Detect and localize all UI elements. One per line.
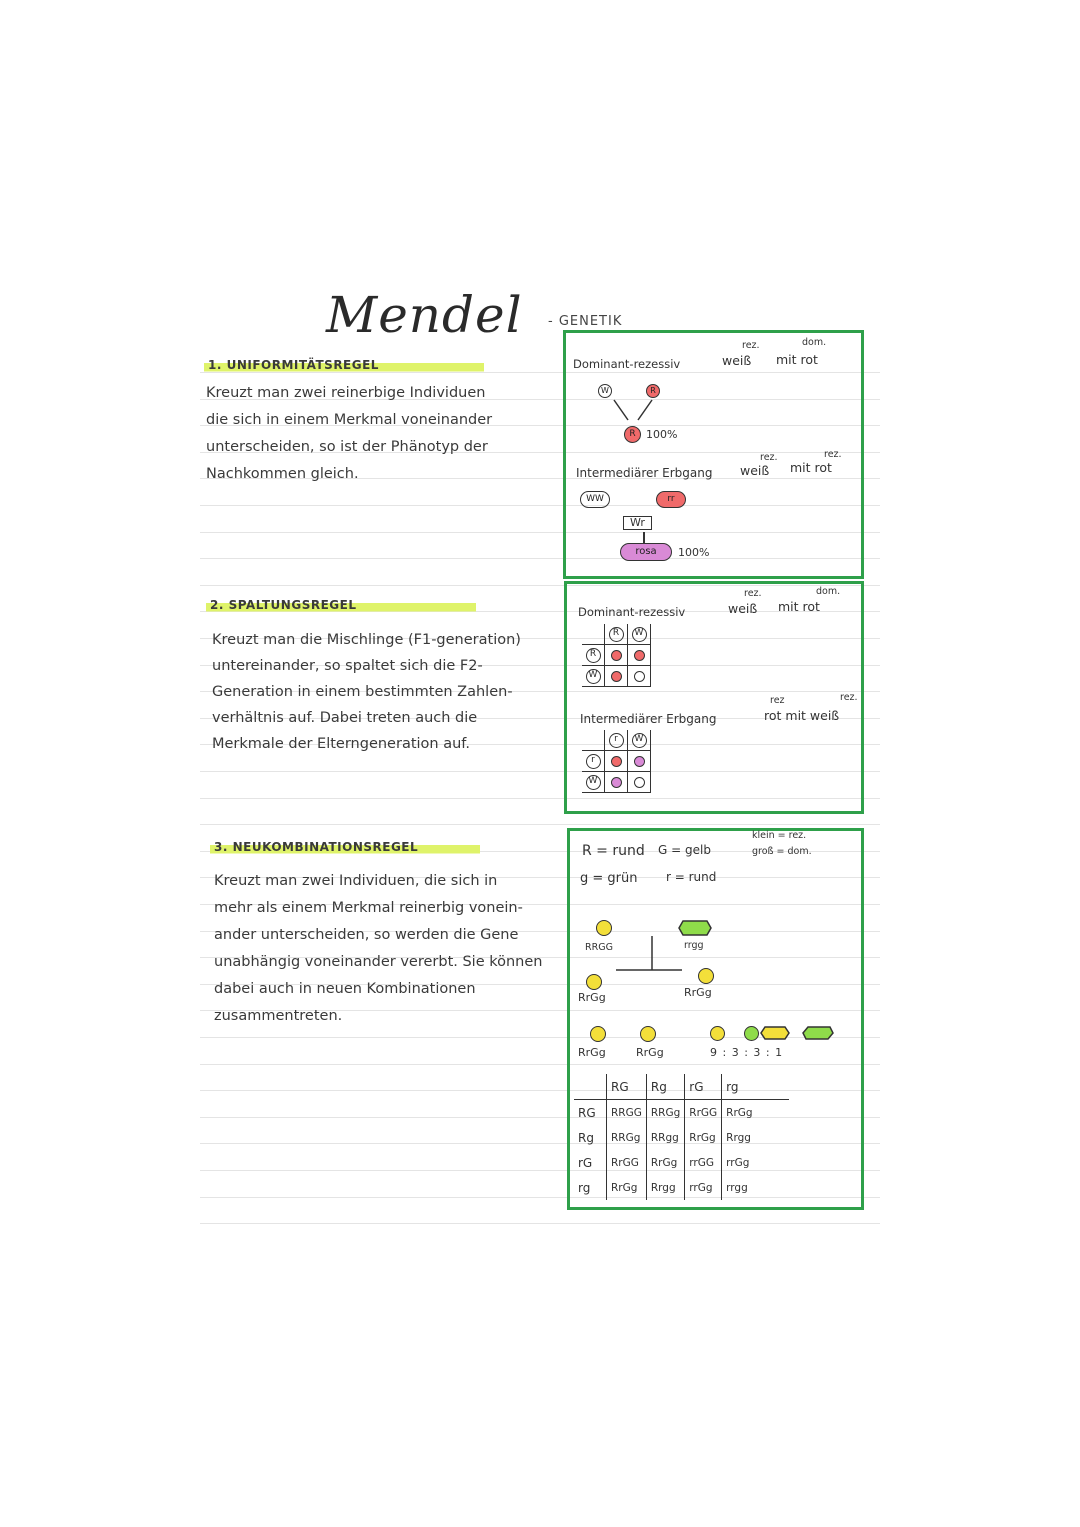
label-weiss: weiß: [722, 353, 752, 368]
punnett-grid-dominant: R W R W: [582, 624, 651, 687]
legend-g-gelb: G = gelb: [658, 843, 711, 857]
parent-white-oval: WW: [580, 491, 610, 508]
f1-genotype-right: RrGg: [684, 986, 712, 999]
phenotype-yellow-round: [710, 1026, 725, 1041]
legend-g-gruen: g = grün: [580, 871, 638, 886]
phenotype-green-wrinkled: [802, 1025, 834, 1041]
label-dom: dom.: [816, 586, 841, 597]
intermediate-label: Intermediärer Erbgang: [580, 712, 717, 726]
section-heading-recombination: 3. NEUKOMBINATIONSREGEL: [210, 840, 480, 854]
label-rot-mit-weiss: rot mit weiß: [764, 708, 840, 723]
parent-genotype-rrgg-dominant: RRGG: [585, 942, 613, 953]
label-rez: rez.: [824, 449, 842, 460]
cross-symbol: [612, 934, 684, 976]
punnett-col-header: Rg: [646, 1074, 684, 1100]
section-text-recombination: Kreuzt man zwei Individuen, die sich in mehr als einem Merkmal reinerbig vonein- ander unterscheiden, so werden die Gene unabhängig voneinander vererbt. Sie können dabei auch in neuen Kombinationen zusammentreten.: [214, 873, 543, 1024]
section-text-uniformity: Kreuzt man zwei reinerbige Individuen die sich in einem Merkmal voneinander unterscheiden, so ist der Phänotyp der Nachkommen gleich.: [206, 385, 493, 482]
dominant-label: Dominant-rezessiv: [573, 357, 681, 371]
label-rez: rez.: [744, 588, 762, 599]
ruled-line: [200, 1223, 880, 1224]
cross-lines: [610, 398, 660, 424]
page-title: Mendel: [326, 286, 523, 344]
punnett-grid-intermediate: r W r W: [582, 730, 651, 793]
label-mit-rot: mit rot: [778, 599, 820, 614]
phenotype-green-round: [744, 1026, 759, 1041]
label-rez: rez: [770, 695, 785, 706]
label-weiss: weiß: [728, 601, 758, 616]
intermediate-label: Intermediärer Erbgang: [576, 466, 713, 480]
punnett-col-header: rg: [722, 1074, 789, 1100]
label-klein-rez: klein = rez.: [752, 830, 807, 841]
phenotype-yellow-wrinkled: [760, 1025, 790, 1041]
legend-r-rund-lower: r = rund: [666, 870, 717, 884]
parent-white-circle: W: [598, 384, 612, 398]
legend-r-rund: R = rund: [582, 843, 645, 859]
label-mit-rot: mit rot: [776, 352, 818, 367]
punnett-row: rG RrGG RrGg rrGG rrGg: [574, 1150, 789, 1175]
offspring-genotype-box: Wr: [623, 516, 652, 530]
punnett-col-header: RG: [607, 1074, 647, 1100]
parent-red-circle: R: [646, 384, 660, 398]
page-subtitle: - GENETIK: [548, 314, 623, 329]
dominant-label: Dominant-rezessiv: [578, 605, 686, 619]
label-gross-dom: groß = dom.: [752, 846, 812, 857]
pea-f1-left: [586, 974, 602, 990]
section-text-segregation: Kreuzt man die Mischlinge (F1-generation) untereinander, so spaltet sich die F2- Generation in einem bestimmten Zahlen- verhältnis auf. Dabei treten auch die Merkmale der Elterngeneration auf.: [212, 632, 521, 752]
punnett-row: Rg RRGg RRgg RrGg Rrgg: [574, 1125, 789, 1150]
label-mit-rot: mit rot: [790, 460, 832, 475]
pea-f1-cross-right: [640, 1026, 656, 1042]
dihybrid-punnett-square: [574, 1074, 789, 1200]
section-heading-uniformity: 1. UNIFORMITÄTSREGEL: [204, 358, 484, 372]
section-heading-segregation: 2. SPALTUNGSREGEL: [206, 598, 476, 612]
parent-red-oval: rr: [656, 491, 686, 508]
phenotype-ratio: 9 : 3 : 3 : 1: [710, 1046, 784, 1059]
label-dom: dom.: [802, 337, 827, 348]
offspring-red-circle: R: [624, 426, 641, 443]
label-rez: rez.: [742, 340, 760, 351]
f1-genotype-left: RrGg: [578, 991, 606, 1004]
f1-cross-genotype-right: RrGg: [636, 1046, 664, 1059]
label-rez: rez.: [840, 692, 858, 703]
punnett-row: RG RRGG RRGg RrGG RrGg: [574, 1100, 789, 1126]
f1-cross-genotype-left: RrGg: [578, 1046, 606, 1059]
pea-yellow-round: [596, 920, 612, 936]
ruled-line: [200, 824, 880, 825]
offspring-percentage: 100%: [646, 428, 678, 441]
pea-f1-right: [698, 968, 714, 984]
pea-f1-cross-left: [590, 1026, 606, 1042]
offspring-pink-oval: rosa: [620, 543, 672, 561]
punnett-row: rg RrGg Rrgg rrGg rrgg: [574, 1175, 789, 1200]
label-rez: rez.: [760, 452, 778, 463]
offspring-percentage: 100%: [678, 546, 710, 559]
parent-genotype-rrgg-recessive: rrgg: [684, 940, 704, 951]
punnett-col-header: rG: [685, 1074, 722, 1100]
label-weiss: weiß: [740, 463, 770, 478]
